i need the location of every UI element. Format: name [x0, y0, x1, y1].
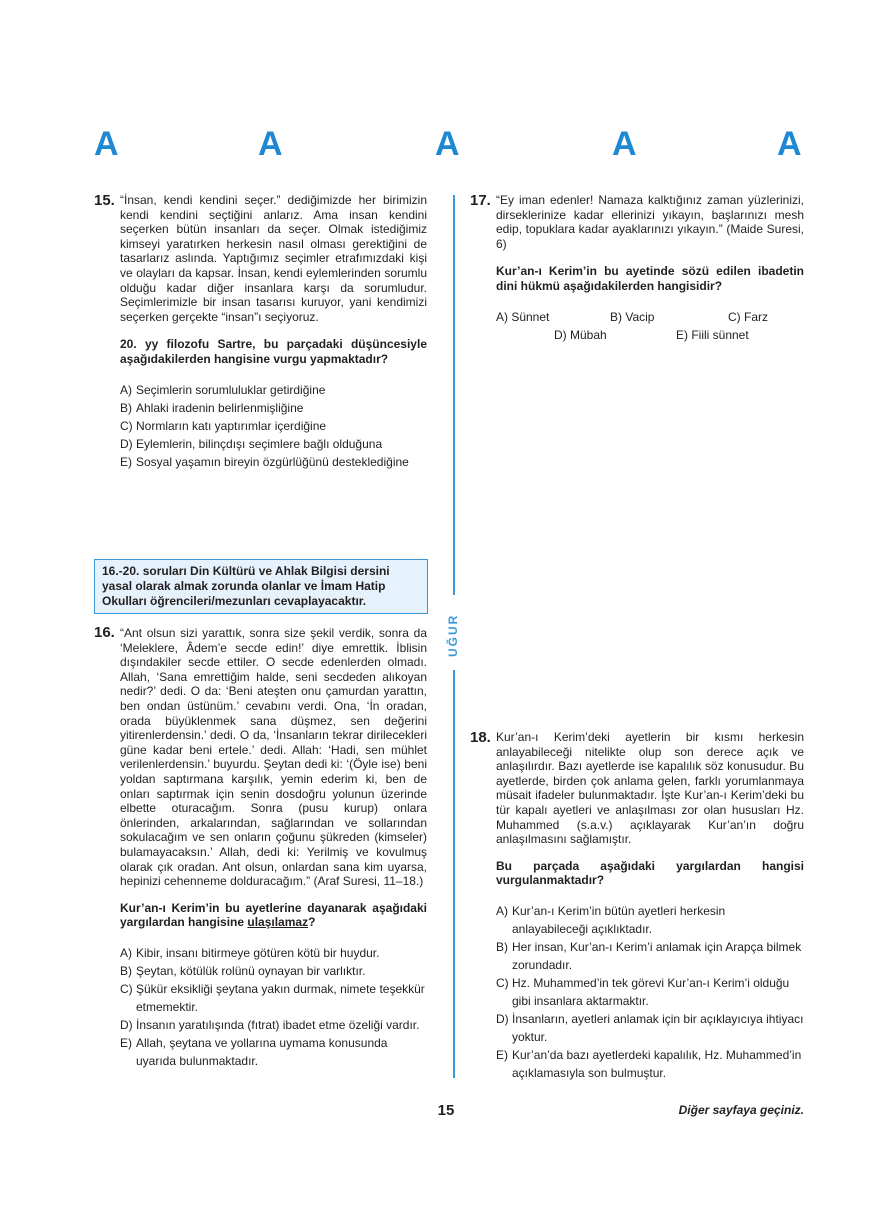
question-number: 18. — [470, 729, 491, 746]
column-divider — [453, 670, 455, 1078]
question-18 — [496, 730, 804, 1082]
option-letter: B) — [120, 963, 132, 978]
question-passage: Kur’an-ı Kerim’deki ayetlerin bir kısmı herkesin anlayabileceği nitelikte olup son derece açık ve anlaşılırdır. Bazı ayetlerde ise kapalılık söz konusudur. Bu ayetlerde, birden çok anlama gelen, farklı yorumlanmaya müsait ifadeler bulunmaktadır. İşte Kur’an-ı Kerim’deki bu tür kapalı ayetleri ve anlaşılması zor olan hususları Hz. Muhammed (s.a.v.) açıklayarak Kur’an’ın doğru anlaşılmasını sağlamıştır. — [496, 730, 804, 847]
stem-negation: ulaşılamaz — [247, 915, 309, 930]
option-d[interactable] — [496, 1010, 804, 1046]
stem-text: ? — [308, 915, 316, 930]
question-stem — [120, 901, 427, 930]
option-b[interactable]: B) Vacip — [610, 309, 655, 324]
question-number: 15. — [94, 192, 115, 209]
option-text: Kur’an’da bazı ayetlerdeki kapalılık, Hz. Muhammed’in açıklamasıyla son bulmuştur. — [512, 1047, 802, 1080]
question-stem: 20. yy filozofu Sartre, bu parçadaki düşüncesiyle aşağıdakilerden hangisine vurgu yapmaktadır? — [120, 337, 427, 366]
question-passage: “Ant olsun sizi yarattık, sonra size şekil verdik, sonra da ‘Meleklere, Âdem’e secde edin!’ diye emrettik. İblisin dışındakiler secde ettiler. O secde edenlerden olmadı. Allah, ‘Sana emrettiğim halde, seni secdeden alıkoyan nedir?’ dedi. O da: ‘Beni ateşten onu çamurdan yarattın, ben ondan üstünüm.’ cevabını verdi. Ona, ‘İn oradan, orada büyüklenmek sana düşmez, sen değerini yitirenlerdensin.’ dedi. O da, ‘İnsanların tekrar dirilecekleri güne kadar beni ertele.’ dedi. Allah: ‘Hadi, sen mühlet verilenlerdensin.’ buyurdu. Şeytan dedi ki: ‘(Öyle ise) beni yoldan saptırmana karşılık, yemin ederim ki, ben de onları saptırmak için senin dosdoğru yolunun üzerinde elbette oturacağım. Sonra (pusu kurup) onlara önlerinden, arkalarından, sağlarından ve sollarından sokulacağım ve sen onların çoğunu şükreden (kimseler) bulamayacaksın.’ Allah, dedi ki: Yerilmiş ve kovulmuş olarak çık oradan. Ant olsun, onlardan sana kim uyarsa, hepinizi cehenneme dolduracağım.” (Araf Suresi, 11–18.) — [120, 626, 427, 889]
option-text: Kur’an-ı Kerim’in bütün ayetleri herkesin anlayabileceği açıklıktadır. — [512, 903, 726, 936]
info-box: 16.-20. soruları Din Kültürü ve Ahlak Bilgisi dersini yasal olarak almak zorunda olanlar ve İmam Hatip Okulları öğrencileri/mezunları cevaplayacaktır. — [94, 559, 428, 614]
option-d[interactable] — [120, 1016, 427, 1034]
option-e[interactable]: E) Fiili sünnet — [676, 327, 749, 342]
option-text: Normların katı yaptırımlar içerdiğine — [136, 418, 327, 433]
option-text: Hz. Muhammed’in tek görevi Kur’an-ı Kerim’i olduğu gibi insanlara aktarmaktır. — [512, 975, 790, 1008]
option-text: Şükür eksikliği şeytana yakın durmak, nimete teşekkür etmemektir. — [136, 981, 425, 1014]
option-letter: B) — [120, 400, 132, 415]
option-a[interactable] — [496, 902, 804, 938]
option-c[interactable] — [120, 980, 427, 1016]
question-passage: “Ey iman edenler! Namaza kalktığınız zaman yüzlerinizi, dirseklerinize kadar ellerinizi yıkayın, başlarınızı mesh edip, topuklara kadar ayaklarınızı yıkayın.” (Maide Suresi, 6) — [496, 193, 804, 251]
option-letter: D) — [496, 1011, 509, 1026]
option-letter: E) — [120, 1035, 132, 1050]
option-letter: E) — [496, 1047, 508, 1062]
question-stem: Kur’an-ı Kerim’in bu ayetinde sözü edilen ibadetin dini hükmü aşağıdakilerden hangisidir? — [496, 264, 804, 293]
option-b[interactable] — [496, 938, 804, 974]
option-letter: B) — [496, 939, 508, 954]
option-text: Kibir, insanı bitirmeye götüren kötü bir huydur. — [136, 945, 380, 960]
column-divider — [453, 195, 455, 595]
booklet-letter: A — [258, 125, 283, 163]
question-number: 16. — [94, 624, 115, 641]
option-letter: A) — [496, 903, 508, 918]
option-letter: A) — [120, 945, 132, 960]
question-passage: “İnsan, kendi kendini seçer.” dediğimizde her birimizin kendi kendini seçtiğini anlarız. Ama insan kendini seçerken bütün insanları da seçer. Olmak istediğimiz kimseyi yaratırken herkesin nasıl olması gerektiğini de tasarlarız aslında. Yaptığımız seçimler etrafımızdaki kişi ve olayları da kapsar. İnsan, kendi eylemlerinden sorumlu olduğu kadar diğer insanlara karşı da sorumludur. Seçimlerimizle bir insan tasarısı kuruyor, yani kendimizi seçerken gerçekte “insan”ı seçiyoruz. — [120, 193, 427, 324]
page-number: 15 — [437, 1102, 455, 1119]
option-c[interactable] — [496, 974, 804, 1010]
option-text: Her insan, Kur’an-ı Kerim’i anlamak için Arapça bilmek zorundadır. — [512, 939, 802, 972]
option-letter: D) — [120, 1017, 133, 1032]
option-d[interactable]: D) Mübah — [554, 327, 607, 342]
option-letter: C) — [496, 975, 509, 990]
options-list — [120, 381, 427, 471]
question-number: 17. — [470, 192, 491, 209]
option-c[interactable] — [120, 417, 427, 435]
question-16 — [120, 626, 427, 1070]
option-letter: E) — [120, 454, 132, 469]
option-text: Ahlaki iradenin belirlenmişliğine — [136, 400, 304, 415]
options-list — [120, 944, 427, 1070]
option-text: İnsanların, ayetleri anlamak için bir açıklayıcıya ihtiyacı yoktur. — [512, 1011, 804, 1044]
booklet-letter: A — [94, 125, 119, 163]
option-a[interactable] — [120, 381, 427, 399]
option-letter: C) — [120, 418, 133, 433]
option-a[interactable] — [120, 944, 427, 962]
option-letter: C) — [120, 981, 133, 996]
stem-text: Kur’an-ı Kerim’in bu ayetlerine dayanarak aşağıdaki yargılardan hangisine — [120, 900, 427, 930]
option-e[interactable] — [120, 1034, 427, 1070]
option-letter: D) — [120, 436, 133, 451]
option-text: Allah, şeytana ve yollarına uymama konusunda uyarıda bulunmaktadır. — [136, 1035, 388, 1068]
option-b[interactable] — [120, 962, 427, 980]
options-grid — [496, 308, 804, 346]
next-page-note: Diğer sayfaya geçiniz. — [678, 1103, 804, 1117]
booklet-letter: A — [435, 125, 460, 163]
option-b[interactable] — [120, 399, 427, 417]
option-text: Seçimlerin sorumluluklar getirdiğine — [136, 382, 326, 397]
question-15 — [120, 193, 427, 471]
option-a[interactable]: A) Sünnet — [496, 309, 550, 324]
option-text: Sosyal yaşamın bireyin özgürlüğünü desteklediğine — [136, 454, 409, 469]
option-d[interactable] — [120, 435, 427, 453]
question-17 — [496, 193, 804, 346]
option-e[interactable] — [496, 1046, 804, 1082]
option-letter: A) — [120, 382, 132, 397]
booklet-letter: A — [777, 125, 802, 163]
brand-label: UĞUR — [446, 613, 460, 657]
option-text: Eylemlerin, bilinçdışı seçimlere bağlı olduğuna — [136, 436, 383, 451]
option-text: İnsanın yaratılışında (fıtrat) ibadet etme özeliği vardır. — [136, 1017, 420, 1032]
booklet-letter: A — [612, 125, 637, 163]
option-text: Şeytan, kötülük rolünü oynayan bir varlıktır. — [136, 963, 366, 978]
question-stem: Bu parçada aşağıdaki yargılardan hangisi vurgulanmaktadır? — [496, 858, 804, 888]
options-list — [496, 902, 804, 1082]
option-c[interactable]: C) Farz — [728, 309, 768, 324]
option-e[interactable] — [120, 453, 427, 471]
